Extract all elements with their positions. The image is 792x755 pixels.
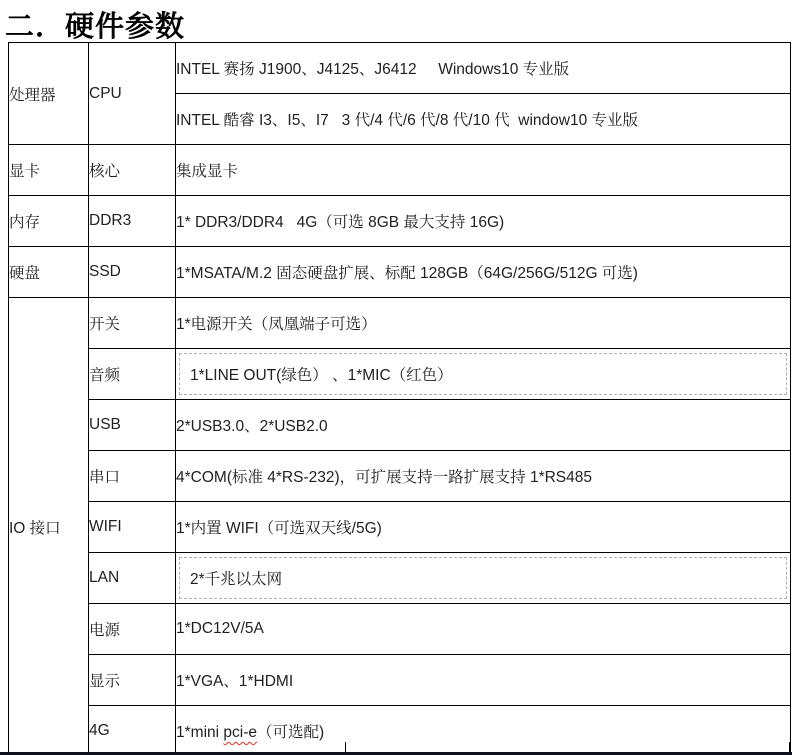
table-row [9, 655, 791, 706]
table-row [9, 247, 791, 298]
table-row [9, 349, 791, 400]
label-cell-serial: 串口 [89, 451, 176, 502]
table-row [9, 604, 791, 655]
group-cell-processor: 处理器 [9, 43, 89, 145]
label-cell-usb: USB [89, 400, 176, 451]
group-cell-storage: 硬盘 [9, 247, 89, 298]
label-cell-wifi: WIFI [89, 502, 176, 553]
table-continuation-border [345, 742, 346, 752]
value-cell-power: 1*DC12V/5A [176, 604, 791, 655]
value-cell-cpu-1 [176, 43, 791, 94]
table-row [9, 43, 791, 94]
label-cell-cpu: CPU [89, 43, 176, 145]
table-row [9, 502, 791, 553]
value-cell-usb: 2*USB3.0、2*USB2.0 [176, 400, 791, 451]
label-cell-4g: 4G [89, 706, 176, 755]
group-cell-io: IO 接口 [9, 298, 89, 755]
table-row [9, 400, 791, 451]
cpu-value-2: INTEL 酷睿 I3、I5、I7 3 代/4 代/6 代/8 代/10 代 window10 专业版 [176, 112, 638, 129]
lan-text-frame: 2*千兆以太网 [179, 557, 787, 599]
table-row [9, 196, 791, 247]
table-continuation-border [789, 742, 790, 752]
value-cell-graphics: 集成显卡 [176, 145, 791, 196]
value-cell-cpu-2 [176, 94, 791, 145]
spellcheck-underline: pci-e [223, 724, 257, 741]
value-cell-audio [176, 349, 791, 400]
group-cell-memory: 内存 [9, 196, 89, 247]
value-cell-switch: 1*电源开关（凤凰端子可选） [176, 298, 791, 349]
label-cell-switch: 开关 [89, 298, 176, 349]
label-cell-core: 核心 [89, 145, 176, 196]
label-cell-ddr3: DDR3 [89, 196, 176, 247]
group-cell-graphics: 显卡 [9, 145, 89, 196]
cpu-value-1: INTEL 赛扬 J1900、J4125、J6412 Windows10 专业版 [176, 61, 570, 78]
audio-text-frame: 1*LINE OUT(绿色） 、1*MIC（红色） [179, 353, 787, 395]
label-cell-audio: 音频 [89, 349, 176, 400]
table-continuation-border [88, 742, 89, 752]
value-cell-wifi: 1*内置 WIFI（可选双天线/5G) [176, 502, 791, 553]
hardware-spec-table [8, 42, 791, 755]
table-row [9, 451, 791, 502]
value-cell-display: 1*VGA、1*HDMI [176, 655, 791, 706]
value-cell-memory: 1* DDR3/DDR4 4G（可选 8GB 最大支持 16G) [176, 196, 791, 247]
value-cell-serial: 4*COM(标准 4*RS-232)，可扩展支持一路扩展支持 1*RS485 [176, 451, 791, 502]
value-cell-storage: 1*MSATA/M.2 固态硬盘扩展、标配 128GB（64G/256G/512G 可选) [176, 247, 791, 298]
table-row [9, 706, 791, 755]
4g-value: 1*mini pci-e（可选配) [176, 724, 325, 741]
table-continuation-border [8, 742, 9, 752]
label-cell-lan: LAN [89, 553, 176, 604]
table-row [9, 298, 791, 349]
value-cell-4g [176, 706, 791, 755]
label-cell-ssd: SSD [89, 247, 176, 298]
label-cell-display: 显示 [89, 655, 176, 706]
label-cell-power: 电源 [89, 604, 176, 655]
value-cell-lan [176, 553, 791, 604]
table-row [9, 553, 791, 604]
table-row [9, 145, 791, 196]
section-heading: 二．硬件参数 [5, 11, 186, 43]
